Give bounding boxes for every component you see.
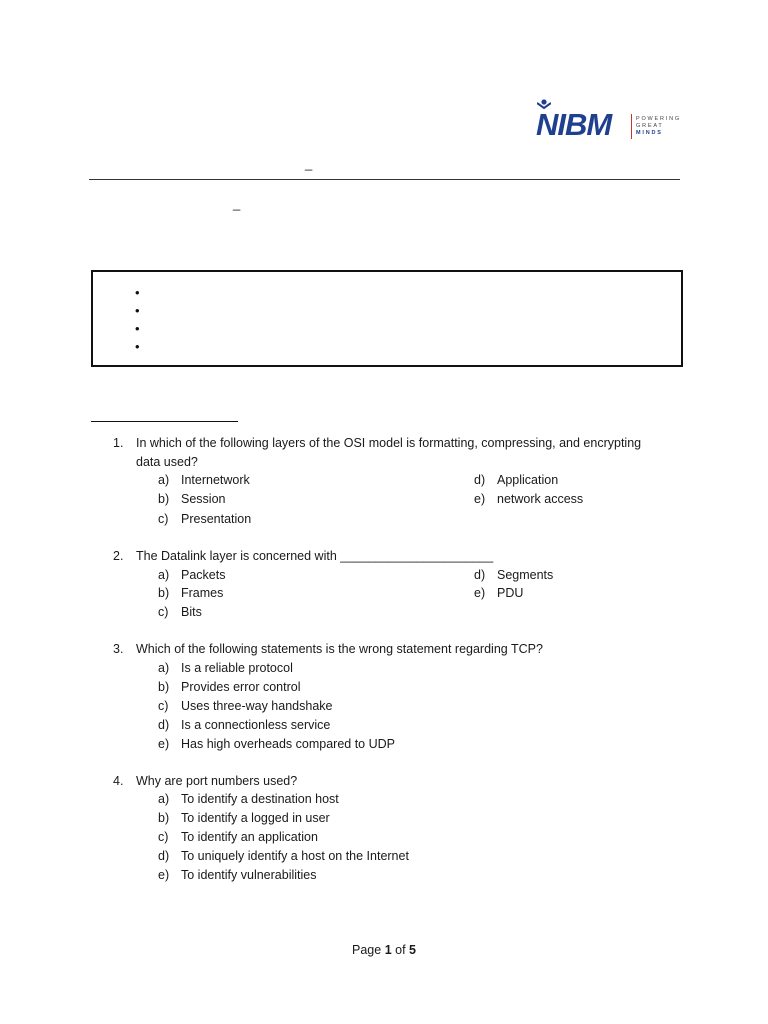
option-letter: e)	[474, 586, 486, 600]
option-text: Application	[497, 473, 559, 487]
logo-divider	[631, 114, 632, 139]
option-text: To identify vulnerabilities	[181, 868, 317, 882]
option-letter: e)	[158, 868, 170, 882]
section-heading-underline	[91, 421, 238, 422]
option-letter: a)	[158, 661, 170, 675]
option-text: To uniquely identify a host on the Internet	[181, 849, 409, 863]
option-text: Presentation	[181, 512, 252, 526]
question-number: 2.	[113, 549, 124, 563]
instruction-bullet: •	[135, 285, 140, 300]
option-text: Segments	[497, 568, 554, 582]
option-letter: a)	[158, 568, 170, 582]
question-number: 1.	[113, 436, 124, 450]
option-text: To identify a logged in user	[181, 811, 330, 825]
option-letter: d)	[474, 568, 486, 582]
logo-mark	[534, 99, 630, 145]
option-text: Has high overheads compared to UDP	[181, 737, 396, 751]
option-text: Internetwork	[181, 473, 250, 487]
option-letter: d)	[158, 718, 170, 732]
question-number: 4.	[113, 774, 124, 788]
option-letter: c)	[158, 830, 169, 844]
footer-current-page: 1	[384, 943, 392, 957]
footer-page-word: Page	[352, 943, 382, 957]
option-text: To identify an application	[181, 830, 318, 844]
option-text: Bits	[181, 605, 202, 619]
header-dash-1: _	[305, 156, 313, 171]
option-text: Is a reliable protocol	[181, 661, 293, 675]
option-text: Packets	[181, 568, 226, 582]
question-number: 3.	[113, 642, 124, 656]
nibm-logo	[534, 99, 684, 145]
option-letter: a)	[158, 473, 170, 487]
instructions-box	[91, 270, 683, 367]
footer-total-pages: 5	[409, 943, 416, 957]
header-rule	[89, 179, 680, 180]
instruction-bullet: •	[135, 339, 140, 354]
tagline-line-3: MINDS	[636, 130, 663, 136]
option-letter: b)	[158, 680, 170, 694]
tagline-line-2: GREAT	[636, 123, 664, 129]
footer-of-word: of	[395, 943, 406, 957]
option-text: To identify a destination host	[181, 792, 339, 806]
instruction-bullet: •	[135, 321, 140, 336]
option-letter: a)	[158, 792, 170, 806]
option-text: network access	[497, 492, 584, 506]
instruction-bullet: •	[135, 303, 140, 318]
header-dash-2: _	[233, 196, 241, 211]
question-text: In which of the following layers of the OSI model is formatting, compressing, and encrypting	[136, 436, 642, 450]
option-letter: c)	[158, 605, 169, 619]
option-letter: b)	[158, 811, 170, 825]
logo-tagline	[636, 116, 681, 137]
option-text: Uses three-way handshake	[181, 699, 333, 713]
option-letter: e)	[474, 492, 486, 506]
question-text: data used?	[136, 455, 198, 469]
option-letter: b)	[158, 586, 170, 600]
option-letter: b)	[158, 492, 170, 506]
tagline-line-1: POWERING	[636, 116, 681, 122]
logo-wordmark: NIBM	[536, 107, 612, 142]
page-footer	[0, 943, 768, 957]
question-text: Why are port numbers used?	[136, 774, 298, 788]
option-letter: c)	[158, 512, 169, 526]
question-text: Which of the following statements is the wrong statement regarding TCP?	[136, 642, 543, 656]
option-letter: e)	[158, 737, 170, 751]
option-text: Provides error control	[181, 680, 301, 694]
option-letter: c)	[158, 699, 169, 713]
option-text: Is a connectionless service	[181, 718, 331, 732]
option-text: Session	[181, 492, 226, 506]
question-text: The Datalink layer is concerned with ______________________	[136, 549, 494, 563]
option-text: PDU	[497, 586, 524, 600]
option-letter: d)	[474, 473, 486, 487]
option-letter: d)	[158, 849, 170, 863]
option-text: Frames	[181, 586, 224, 600]
